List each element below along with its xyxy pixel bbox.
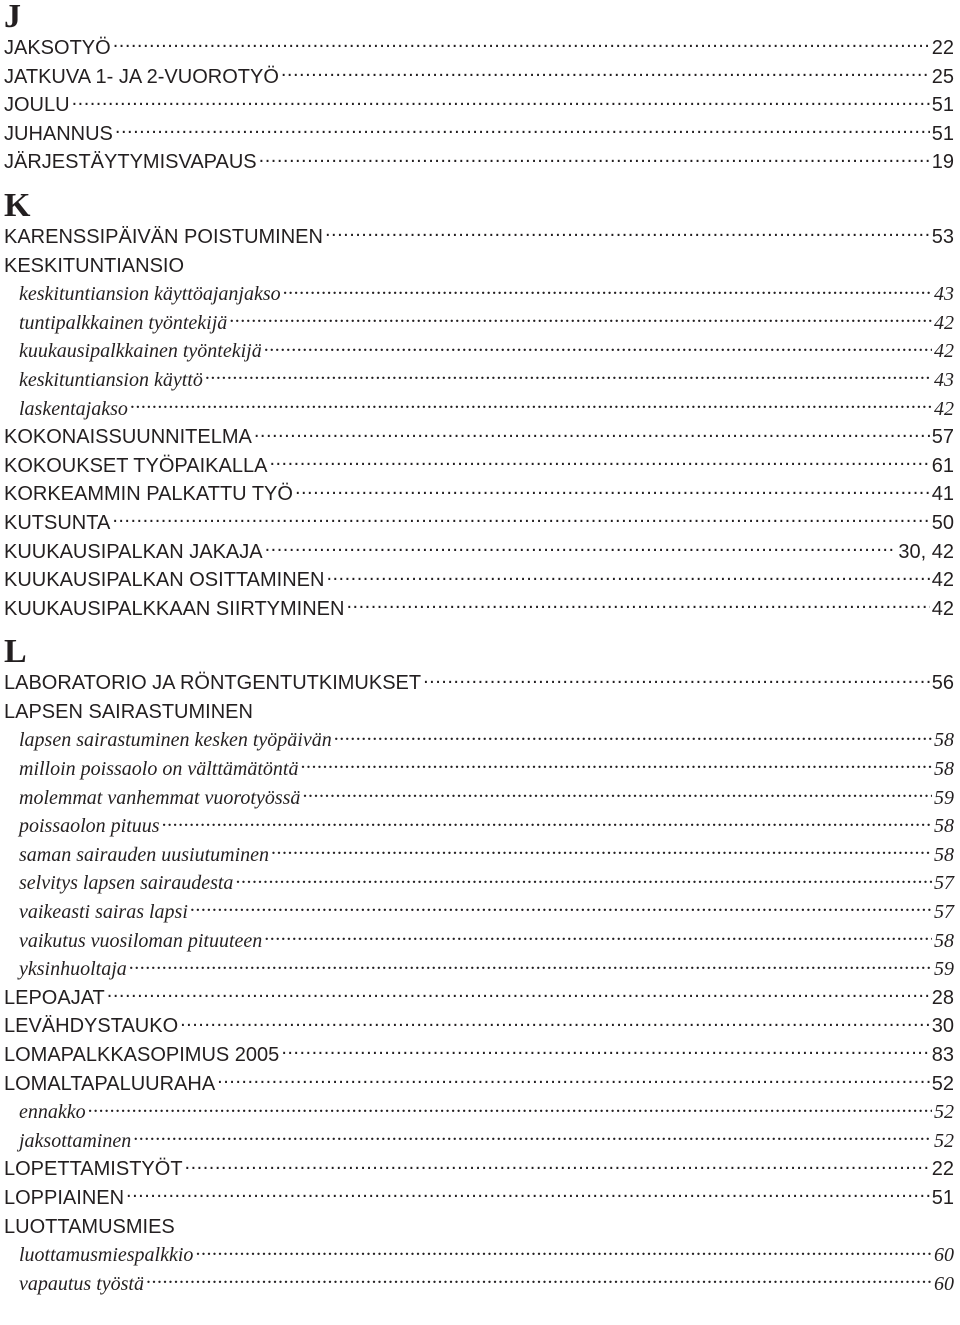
index-entry bbox=[0, 148, 960, 177]
dot-leader bbox=[205, 366, 932, 386]
entry-label: KOKONAISSUUNNITELMA bbox=[4, 426, 252, 449]
entry-label: JAKSOTYÖ bbox=[4, 37, 111, 59]
dot-leader bbox=[346, 595, 929, 615]
page-number: 58 bbox=[934, 929, 954, 952]
page-number: 53 bbox=[931, 225, 954, 248]
page-number: 57 bbox=[934, 901, 954, 924]
dot-leader bbox=[326, 566, 929, 586]
entry-label: LOPETTAMISTYÖT bbox=[4, 1158, 183, 1181]
index-entry bbox=[0, 452, 960, 481]
dot-leader bbox=[281, 63, 930, 83]
index-entry bbox=[0, 223, 960, 252]
entry-label: vaikutus vuosiloman pituuteen bbox=[19, 929, 263, 952]
page-number: 42 bbox=[934, 311, 954, 334]
page-number: 43 bbox=[934, 368, 954, 391]
index-entry bbox=[0, 984, 960, 1013]
dot-leader bbox=[264, 337, 932, 357]
page-number: 42 bbox=[931, 569, 954, 592]
page-number: 60 bbox=[934, 1244, 954, 1267]
page-number: 25 bbox=[931, 65, 954, 88]
dot-leader bbox=[235, 869, 932, 889]
page-number: 22 bbox=[931, 1158, 954, 1181]
index-entry bbox=[0, 480, 960, 509]
dot-leader bbox=[112, 509, 929, 529]
index-entry bbox=[0, 595, 960, 624]
entry-label: molemmat vanhemmat vuorotyössä bbox=[19, 786, 301, 809]
page-number: 59 bbox=[934, 786, 954, 809]
section-letter-heading: J bbox=[4, 0, 21, 35]
index-subentry bbox=[0, 337, 960, 366]
dot-leader bbox=[72, 91, 930, 111]
page-number: 43 bbox=[934, 283, 954, 306]
page-number: 60 bbox=[934, 1272, 954, 1295]
index-entry bbox=[0, 120, 960, 149]
dot-leader bbox=[300, 755, 932, 775]
index-subentry bbox=[0, 280, 960, 309]
dot-leader bbox=[229, 309, 932, 329]
dot-leader bbox=[325, 223, 930, 243]
entry-label: kuukausipalkkainen työntekijä bbox=[19, 340, 262, 363]
dot-leader bbox=[269, 452, 929, 472]
dot-leader bbox=[271, 841, 932, 861]
entry-label: JOULU bbox=[4, 94, 70, 117]
index-subentry bbox=[0, 1127, 960, 1156]
entry-label: ennakko bbox=[19, 1101, 86, 1124]
dot-leader bbox=[115, 120, 930, 140]
entry-label: LAPSEN SAIRASTUMINEN bbox=[4, 700, 253, 723]
page-number: 57 bbox=[931, 426, 954, 449]
index-entry bbox=[0, 1213, 960, 1242]
page-number: 51 bbox=[931, 1186, 954, 1209]
entry-label: KUUKAUSIPALKAN JAKAJA bbox=[4, 540, 263, 563]
index-subentry bbox=[0, 366, 960, 395]
page-number: 42 bbox=[934, 340, 954, 363]
dot-leader bbox=[423, 669, 930, 689]
page-number: 52 bbox=[931, 1072, 954, 1095]
dot-leader bbox=[334, 726, 932, 746]
entry-label: selvitys lapsen sairaudesta bbox=[19, 872, 234, 895]
entry-label: vaikeasti sairas lapsi bbox=[19, 901, 188, 924]
entry-label: LUOTTAMUSMIES bbox=[4, 1215, 175, 1238]
entry-label: LEVÄHDYSTAUKO bbox=[4, 1015, 179, 1038]
index-subentry bbox=[0, 869, 960, 898]
index-entry bbox=[0, 91, 960, 120]
section-letter-heading: K bbox=[4, 186, 31, 224]
page-number: 58 bbox=[934, 815, 954, 838]
index-entry bbox=[0, 509, 960, 538]
entry-label: LOPPIAINEN bbox=[4, 1186, 125, 1209]
dot-leader bbox=[129, 955, 932, 975]
entry-label: saman sairauden uusiutuminen bbox=[19, 843, 269, 866]
dot-leader bbox=[281, 1041, 929, 1061]
page-number: 58 bbox=[934, 843, 954, 866]
dot-leader bbox=[190, 898, 932, 918]
entry-label: KUUKAUSIPALKAN OSITTAMINEN bbox=[4, 569, 325, 592]
index-subentry bbox=[0, 812, 960, 841]
dot-leader bbox=[88, 1098, 932, 1118]
entry-label: LOMALTAPALUURAHA bbox=[4, 1072, 216, 1095]
dot-leader bbox=[302, 784, 932, 804]
index-subentry bbox=[0, 309, 960, 338]
index-entry bbox=[0, 1155, 960, 1184]
entry-label: KORKEAMMIN PALKATTU TYÖ bbox=[4, 483, 293, 506]
page-number: 52 bbox=[934, 1101, 954, 1124]
entry-label: LOMAPALKKASOPIMUS 2005 bbox=[4, 1044, 280, 1066]
index-subentry bbox=[0, 898, 960, 927]
dot-leader bbox=[107, 984, 930, 1004]
index-subentry bbox=[0, 1270, 960, 1299]
dot-leader bbox=[264, 927, 932, 947]
page-number: 42 bbox=[934, 397, 954, 420]
page-number: 58 bbox=[934, 729, 954, 752]
index-subentry bbox=[0, 927, 960, 956]
page-number: 57 bbox=[934, 872, 954, 895]
index-subentry bbox=[0, 726, 960, 755]
index-entry bbox=[0, 252, 960, 281]
page-number: 61 bbox=[931, 454, 954, 477]
dot-leader bbox=[133, 1127, 932, 1147]
page-number: 41 bbox=[931, 483, 954, 506]
index-entry bbox=[0, 698, 960, 727]
index-entry bbox=[0, 34, 960, 63]
entry-label: lapsen sairastuminen kesken työpäivän bbox=[19, 729, 332, 752]
entry-label: vapautus työstä bbox=[19, 1272, 144, 1295]
entry-label: LABORATORIO JA RÖNTGENTUTKIMUKSET bbox=[4, 672, 422, 695]
entry-label: JUHANNUS bbox=[4, 122, 113, 145]
dot-leader bbox=[162, 812, 932, 832]
index-subentry bbox=[0, 1098, 960, 1127]
entry-label: poissaolon pituus bbox=[19, 815, 160, 838]
dot-leader bbox=[217, 1070, 930, 1090]
entry-label: milloin poissaolo on välttämätöntä bbox=[19, 758, 299, 781]
entry-label: jaksottaminen bbox=[19, 1129, 132, 1152]
index-subentry bbox=[0, 1241, 960, 1270]
page-number: 50 bbox=[931, 511, 954, 534]
index-entry bbox=[0, 1012, 960, 1041]
index-entry bbox=[0, 669, 960, 698]
index-subentry bbox=[0, 955, 960, 984]
page-number: 58 bbox=[934, 758, 954, 781]
entry-label: luottamusmiespalkkio bbox=[19, 1244, 194, 1267]
index-entry bbox=[0, 63, 960, 92]
entry-label: keskituntiansion käyttö bbox=[19, 368, 203, 391]
entry-label: KARENSSIPÄIVÄN POISTUMINEN bbox=[4, 225, 323, 248]
dot-leader bbox=[180, 1012, 930, 1032]
index-entry bbox=[0, 423, 960, 452]
page-number: 56 bbox=[931, 672, 954, 695]
page-number: 19 bbox=[931, 151, 954, 174]
index-entry bbox=[0, 538, 960, 567]
entry-label: LEPOAJAT bbox=[4, 986, 105, 1009]
index-subentry bbox=[0, 784, 960, 813]
entry-label: KUUKAUSIPALKKAAN SIIRTYMINEN bbox=[4, 597, 345, 620]
index-entry bbox=[0, 1184, 960, 1213]
page-number: 30 bbox=[931, 1015, 954, 1038]
dot-leader bbox=[113, 34, 930, 54]
dot-leader bbox=[130, 395, 932, 415]
dot-leader bbox=[265, 538, 897, 558]
entry-label: KUTSUNTA bbox=[4, 511, 111, 534]
entry-label: yksinhuoltaja bbox=[19, 958, 127, 981]
dot-leader bbox=[126, 1184, 930, 1204]
index-subentry bbox=[0, 755, 960, 784]
page-number: 51 bbox=[931, 94, 954, 117]
index-entry bbox=[0, 1070, 960, 1099]
entry-label: KOKOUKSET TYÖPAIKALLA bbox=[4, 454, 268, 477]
entry-label: KESKITUNTIANSIO bbox=[4, 254, 185, 277]
dot-leader bbox=[295, 480, 930, 500]
index-subentry bbox=[0, 841, 960, 870]
page-number: 42 bbox=[931, 597, 954, 620]
page-number: 51 bbox=[931, 122, 954, 145]
page-number: 30, 42 bbox=[898, 540, 954, 563]
dot-leader bbox=[283, 280, 932, 300]
index-entry bbox=[0, 1041, 960, 1070]
page-number: 22 bbox=[931, 37, 954, 59]
entry-label: keskituntiansion käyttöajanjakso bbox=[19, 283, 281, 306]
dot-leader bbox=[195, 1241, 932, 1261]
section-letter-heading: L bbox=[4, 633, 27, 671]
entry-label: JÄRJESTÄYTYMISVAPAUS bbox=[4, 151, 257, 174]
entry-label: laskentajakso bbox=[19, 397, 128, 420]
page-number: 83 bbox=[931, 1044, 954, 1066]
index-subentry bbox=[0, 395, 960, 424]
entry-label: tuntipalkkainen työntekijä bbox=[19, 311, 228, 334]
dot-leader bbox=[254, 423, 930, 443]
page-number: 52 bbox=[934, 1129, 954, 1152]
dot-leader bbox=[146, 1270, 932, 1290]
dot-leader bbox=[185, 1155, 930, 1175]
page-number: 28 bbox=[931, 986, 954, 1009]
dot-leader bbox=[259, 148, 930, 168]
entry-label: JATKUVA 1- JA 2-VUOROTYÖ bbox=[4, 65, 279, 88]
index-entry bbox=[0, 566, 960, 595]
page-number: 59 bbox=[934, 958, 954, 981]
